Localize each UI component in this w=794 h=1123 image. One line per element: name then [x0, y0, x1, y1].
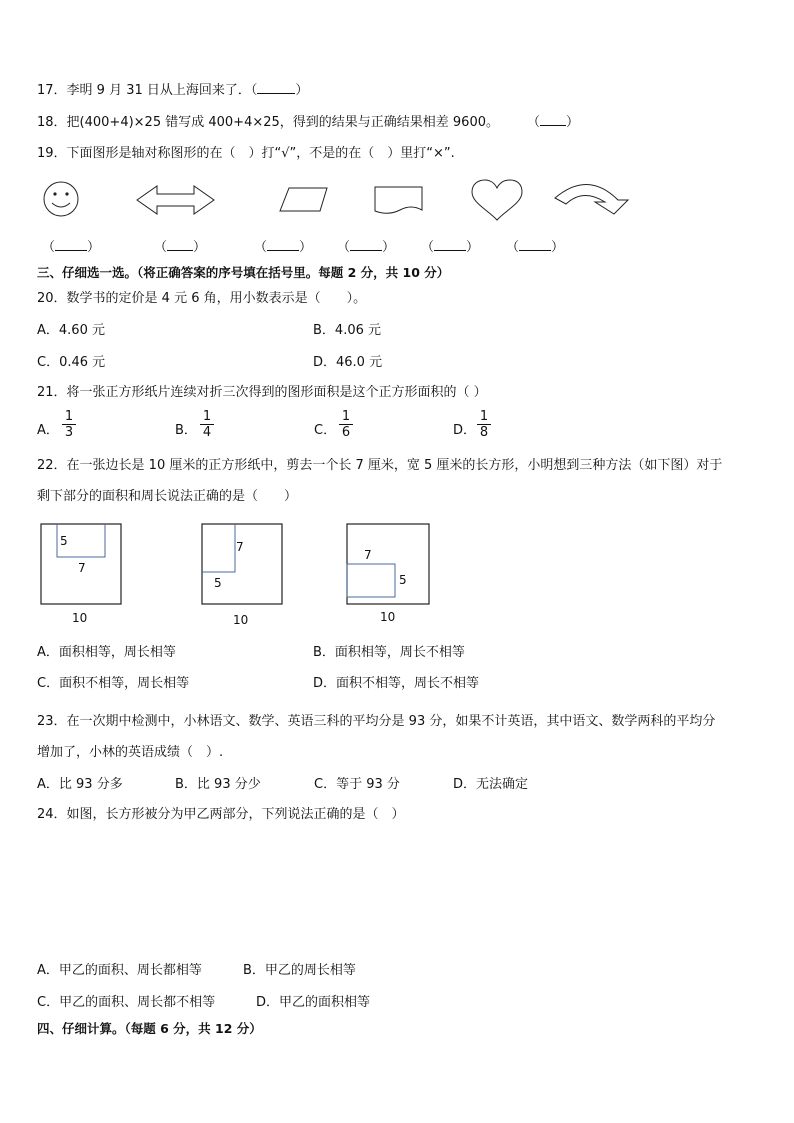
question-18-answer: （ ） [527, 115, 580, 130]
question-23-line-2: 增加了，小林的英语成绩（ ）. [37, 745, 224, 760]
option-a[interactable]: A．4.60 元 [37, 323, 105, 338]
label-7: 7 [78, 561, 86, 575]
fraction: $\frac{1}{3}$ [62, 409, 76, 440]
heart-icon [472, 180, 522, 220]
option-b[interactable]: B．面积相等，周长不相等 [313, 645, 465, 660]
option-a[interactable]: A．面积相等，周长相等 [37, 645, 176, 660]
section-4-heading: 四、仔细计算。（每题 6 分，共 12 分） [37, 1021, 262, 1036]
question-19 [37, 144, 455, 164]
section-3-heading: 三、仔细选一选。（将正确答案的序号填在括号里。每题 2 分，共 10 分） [37, 265, 450, 280]
label-10: 10 [72, 611, 88, 625]
figure-2 [202, 524, 282, 627]
option-c[interactable]: C．等于 93 分 [314, 777, 400, 792]
fraction: $\frac{1}{8}$ [477, 409, 491, 440]
question-18-text: 18．把(400+4)×25 错写成 400+4×25，得到的结果与正确结果相差 9600。 [37, 115, 499, 130]
q19-answer-6: （ ） [506, 240, 565, 255]
q19-answer-5: （ ） [421, 240, 480, 255]
option-c[interactable]: C．甲乙的面积、周长都不相等 [37, 995, 216, 1010]
question-23-line-1: 23．在一次期中检测中，小林语文、数学、英语三科的平均分是 93 分，如果不计英语，其中语文、数学两科的平均分 [37, 714, 716, 729]
option-c[interactable]: C．面积不相等，周长相等 [37, 676, 190, 691]
answer-blank[interactable] [519, 238, 551, 251]
option-c[interactable]: C．0.46 元 [37, 355, 106, 370]
label-5: 5 [399, 573, 407, 587]
label-10: 10 [233, 613, 249, 627]
wavy-rectangle-icon [375, 187, 422, 213]
option-a[interactable]: A．比 93 分多 [37, 777, 123, 792]
q19-answer-2: （ ） [154, 240, 207, 255]
double-arrow-icon [137, 186, 214, 214]
q22-figures [30, 518, 450, 630]
option-c[interactable]: C． [314, 423, 337, 438]
option-a[interactable]: A．甲乙的面积、周长都相等 [37, 963, 202, 978]
question-17-text: 17．李明 9 月 31 日从上海回来了．（ [37, 83, 258, 98]
option-b[interactable]: B．比 93 分少 [175, 777, 261, 792]
q19-shapes [30, 176, 650, 226]
label-5: 5 [60, 534, 68, 548]
fraction: $\frac{1}{6}$ [339, 409, 353, 440]
option-d[interactable]: D．46.0 元 [313, 355, 383, 370]
question-20: 20．数学书的定价是 4 元 6 角，用小数表示是（ ）。 [37, 291, 367, 306]
question-21: 21．将一张正方形纸片连续对折三次得到的图形面积是这个正方形面积的（ ） [37, 385, 487, 400]
question-22-line-2: 剩下部分的面积和周长说法正确的是（ ） [37, 489, 298, 504]
option-b[interactable]: B．4.06 元 [313, 323, 381, 338]
option-d[interactable]: D．面积不相等，周长不相等 [313, 676, 480, 691]
option-d[interactable]: D． [453, 423, 477, 438]
label-10: 10 [380, 610, 396, 624]
q19-answer-3: （ ） [254, 240, 313, 255]
label-5: 5 [214, 576, 222, 590]
answer-blank[interactable] [257, 81, 295, 94]
label-7: 7 [236, 540, 244, 554]
option-a[interactable]: A． [37, 423, 59, 438]
fraction: $\frac{1}{4}$ [200, 409, 214, 440]
answer-blank[interactable] [267, 238, 299, 251]
question-22-line-1: 22．在一张边长是 10 厘米的正方形纸中，剪去一个长 7 厘米，宽 5 厘米的长方形，小明想到三种方法（如下图）对于 [37, 458, 723, 473]
question-24: 24．如图，长方形被分为甲乙两部分，下列说法正确的是（ ） [37, 807, 405, 822]
q19-answer-1: （ ） [42, 240, 101, 255]
question-19-text: 19．下面图形是轴对称图形的在（ ）打“√”，不是的在（ ）里打“×”. [37, 146, 455, 161]
question-18 [37, 113, 499, 133]
option-d[interactable]: D．无法确定 [453, 777, 529, 792]
answer-blank[interactable] [350, 238, 382, 251]
option-b[interactable]: B． [175, 423, 197, 438]
question-17: 17．李明 9 月 31 日从上海回来了．（ ） [37, 83, 309, 98]
answer-blank[interactable] [434, 238, 466, 251]
option-d[interactable]: D．甲乙的面积相等 [256, 995, 371, 1010]
curved-arrow-icon [555, 184, 628, 214]
figure-1 [41, 524, 121, 625]
answer-blank[interactable] [55, 238, 87, 251]
answer-blank[interactable] [540, 113, 566, 126]
smiley-face-icon [44, 182, 78, 216]
parallelogram-icon [280, 188, 327, 211]
q19-answer-4: （ ） [337, 240, 396, 255]
option-b[interactable]: B．甲乙的周长相等 [243, 963, 356, 978]
figure-3 [347, 524, 429, 624]
answer-blank[interactable] [167, 238, 193, 251]
label-7: 7 [364, 548, 372, 562]
